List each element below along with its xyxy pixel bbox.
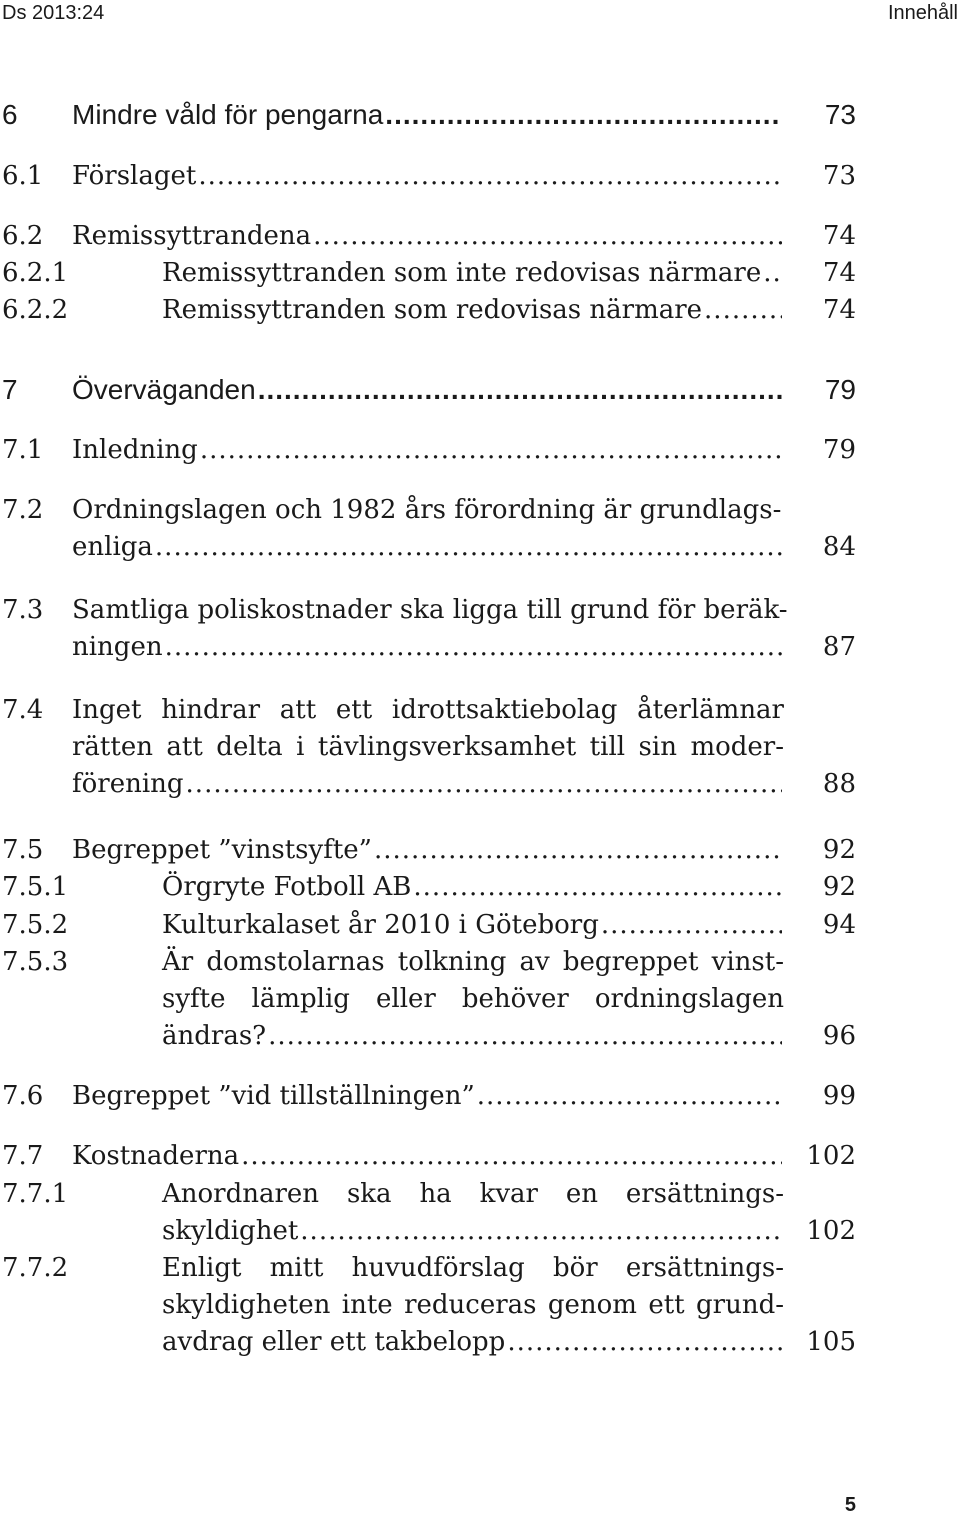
dot-leader [258, 371, 782, 409]
dot-leader [385, 96, 782, 134]
toc-entry-title: skyldighet [162, 1216, 299, 1246]
toc-entry-number: 7.5.1 [2, 872, 69, 902]
toc-entry-title: Kulturkalaset år 2010 i Göteborg [162, 910, 599, 940]
toc-entry-title: Remissyttranden som inte redovisas närmare [162, 258, 762, 288]
toc-entry-page: 99 [822, 1081, 856, 1111]
toc-entry-page: 73 [824, 99, 856, 130]
dot-leader [300, 1213, 782, 1250]
toc-entry-page: 92 [822, 835, 856, 865]
toc-entry-page: 79 [822, 435, 856, 465]
dot-leader [507, 1324, 782, 1361]
toc-entry-page: 92 [822, 872, 856, 902]
toc-entry-number: 7.4 [2, 695, 44, 725]
toc-entry-title: Inledning [72, 435, 198, 465]
toc-entry-title-line: Anordnaren ska ha kvar en ersättnings- [162, 1179, 784, 1209]
toc-entry-title-line: syfte lämplig eller behöver ordningslagen [162, 984, 784, 1014]
toc-entry-number: 7.7.2 [2, 1253, 69, 1283]
toc-entry-title-line: Samtliga poliskostnader ska ligga till grund för beräk- [72, 595, 788, 625]
toc-entry-title: avdrag eller ett takbelopp [162, 1327, 506, 1357]
toc-entry-number: 7.7 [2, 1141, 44, 1171]
toc-entry-page: 84 [822, 532, 856, 562]
toc-entry-number: 6.1 [2, 161, 44, 191]
toc-entry-page: 87 [822, 632, 856, 662]
toc-entry-title-line: Är domstolarnas tolkning av begreppet vinst- [162, 947, 784, 977]
dot-leader [601, 907, 782, 944]
toc-entry-title: Remissyttrandena [72, 221, 312, 251]
dot-leader [313, 218, 782, 255]
page-number: 5 [844, 1494, 856, 1516]
toc-entry-page: 96 [822, 1021, 856, 1051]
dot-leader [198, 158, 782, 195]
toc-entry-number: 7 [2, 374, 18, 405]
toc-entry-number: 7.5 [2, 835, 44, 865]
dot-leader [155, 529, 782, 566]
toc-entry-title: ändras? [162, 1021, 267, 1051]
toc-entry-title-line: Ordningslagen och 1982 års förordning är grundlags- [72, 495, 782, 525]
toc-entry-number: 7.5.3 [2, 947, 69, 977]
toc-entry-title: Kostnaderna [72, 1141, 240, 1171]
toc-entry-number: 6.2.1 [2, 258, 69, 288]
toc-entry-number: 6.2 [2, 221, 44, 251]
toc-entry-number: 7.6 [2, 1081, 44, 1111]
toc-entry-number: 7.3 [2, 595, 44, 625]
toc-entry-title: Begreppet ”vinstsyfte” [72, 835, 372, 865]
toc-entry-title: Mindre våld för pengarna [72, 99, 384, 130]
dot-leader [477, 1078, 782, 1115]
dot-leader [241, 1138, 782, 1175]
toc-entry-page: 74 [822, 221, 856, 251]
toc-entry-number: 7.2 [2, 495, 44, 525]
document-id: Ds 2013:24 [2, 2, 105, 24]
toc-entry-title: förening [72, 769, 184, 799]
dot-leader [704, 292, 782, 329]
toc-entry-number: 7.1 [2, 435, 44, 465]
toc-entry-title: Överväganden [72, 374, 256, 405]
dot-leader [165, 629, 782, 666]
toc-entry-title-line: Inget hindrar att ett idrottsaktiebolag återlämnar [72, 695, 784, 725]
toc-entry-title: Begreppet ”vid tillställningen” [72, 1081, 475, 1111]
toc-entry-page: 79 [824, 374, 856, 405]
toc-entry-page: 105 [806, 1327, 856, 1357]
toc-entry-page: 102 [806, 1141, 856, 1171]
toc-entry-page: 74 [822, 295, 856, 325]
dot-leader [186, 766, 782, 803]
toc-entry-page: 74 [822, 258, 856, 288]
toc-entry-page: 102 [806, 1216, 856, 1246]
dot-leader [763, 255, 782, 292]
toc-entry-title-line: skyldigheten inte reduceras genom ett grund- [162, 1290, 784, 1320]
toc-entry-title: enliga [72, 532, 153, 562]
toc-entry-page: 73 [822, 161, 856, 191]
toc-entry-title-line: rätten att delta i tävlingsverksamhet till sin moder- [72, 732, 784, 762]
toc-entry-number: 6 [2, 99, 18, 130]
section-label: Innehåll [887, 2, 958, 24]
toc-entry-title: Remissyttranden som redovisas närmare [162, 295, 703, 325]
toc-entry-title-line: Enligt mitt huvudförslag bör ersättnings- [162, 1253, 784, 1283]
toc-entry-title: ningen [72, 632, 163, 662]
toc-entry-title: Förslaget [72, 161, 197, 191]
toc-entry-number: 6.2.2 [2, 295, 69, 325]
dot-leader [268, 1018, 782, 1055]
toc-entry-number: 7.7.1 [2, 1179, 69, 1209]
toc-entry-page: 88 [822, 769, 856, 799]
dot-leader [200, 432, 782, 469]
toc-entry-title: Örgryte Fotboll AB [162, 872, 412, 902]
dot-leader [413, 869, 782, 906]
dot-leader [374, 832, 782, 869]
toc-entry-page: 94 [822, 910, 856, 940]
toc-entry-number: 7.5.2 [2, 910, 69, 940]
